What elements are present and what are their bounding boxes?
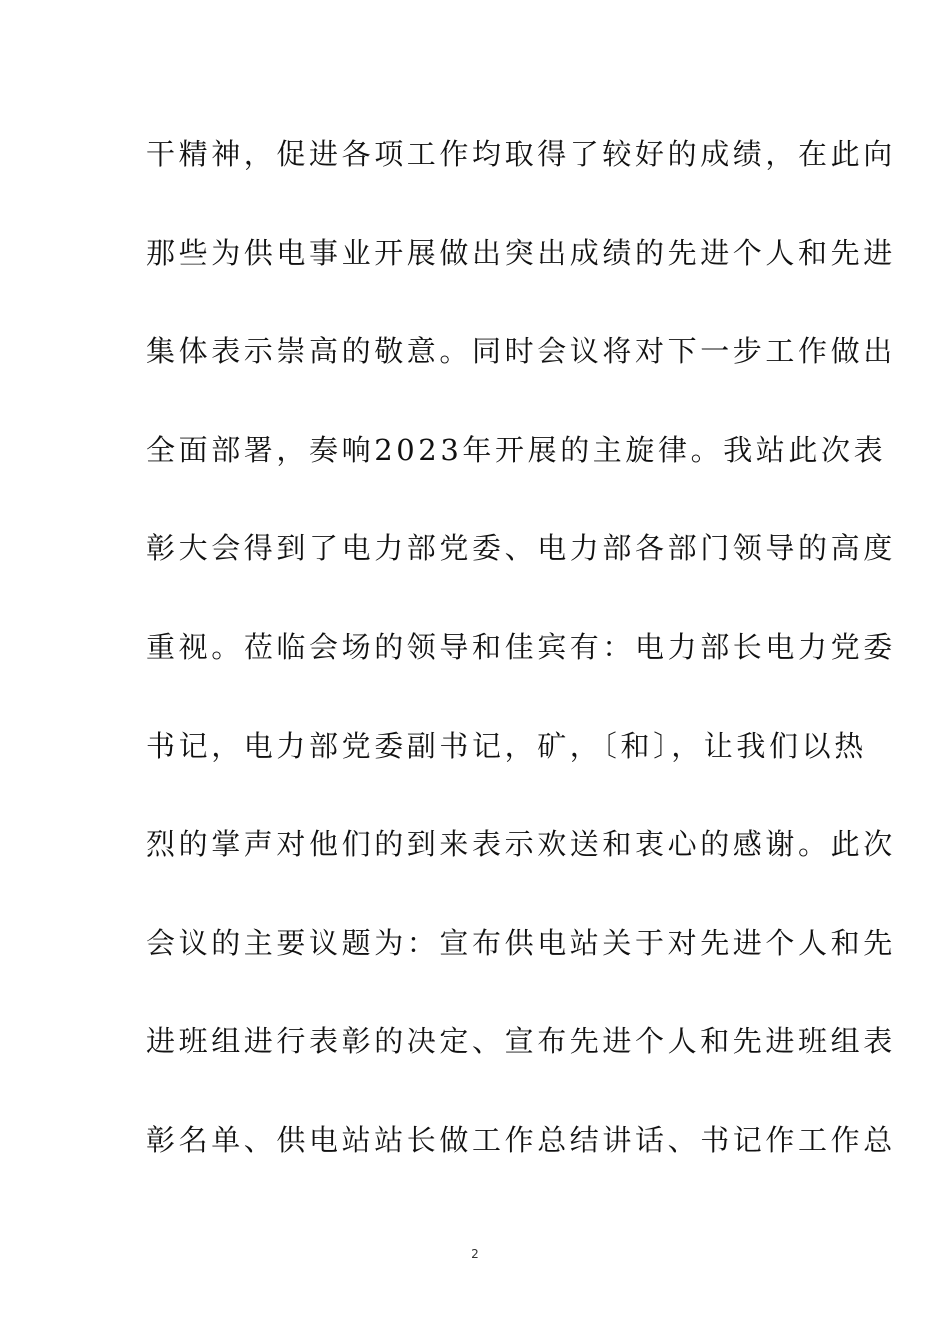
page-number: 2 [471, 1247, 479, 1261]
text-line-10: 进班组进行表彰的决定、宣布先进个人和先进班组表 [146, 1024, 896, 1059]
text-line-1: 干精神，促进各项工作均取得了较好的成绩，在此向 [146, 137, 896, 171]
text-line-5: 彰大会得到了电力部党委、电力部各部门领导的高度 [146, 531, 896, 566]
body-text [146, 124, 896, 1209]
text-line-7: 书记，电力部党委副书记，矿，〔和〕，让我们以热 [146, 728, 867, 763]
text-line-8: 烈的掌声对他们的到来表示欢送和衷心的感谢。此次 [146, 827, 896, 862]
text-line-9: 会议的主要议题为：宣布供电站关于对先进个人和先 [146, 925, 896, 960]
text-line-3: 集体表示崇高的敬意。同时会议将对下一步工作做出 [146, 334, 896, 369]
text-line-2: 那些为供电事业开展做出突出成绩的先进个人和先进 [146, 235, 896, 270]
text-line-11: 彰名单、供电站站长做工作总结讲话、书记作工作总 [146, 1122, 896, 1157]
text-line-4: 全面部署，奏响2023年开展的主旋律。我站此次表 [146, 432, 887, 467]
text-line-6: 重视。莅临会场的领导和佳宾有：电力部长电力党委 [146, 629, 896, 664]
